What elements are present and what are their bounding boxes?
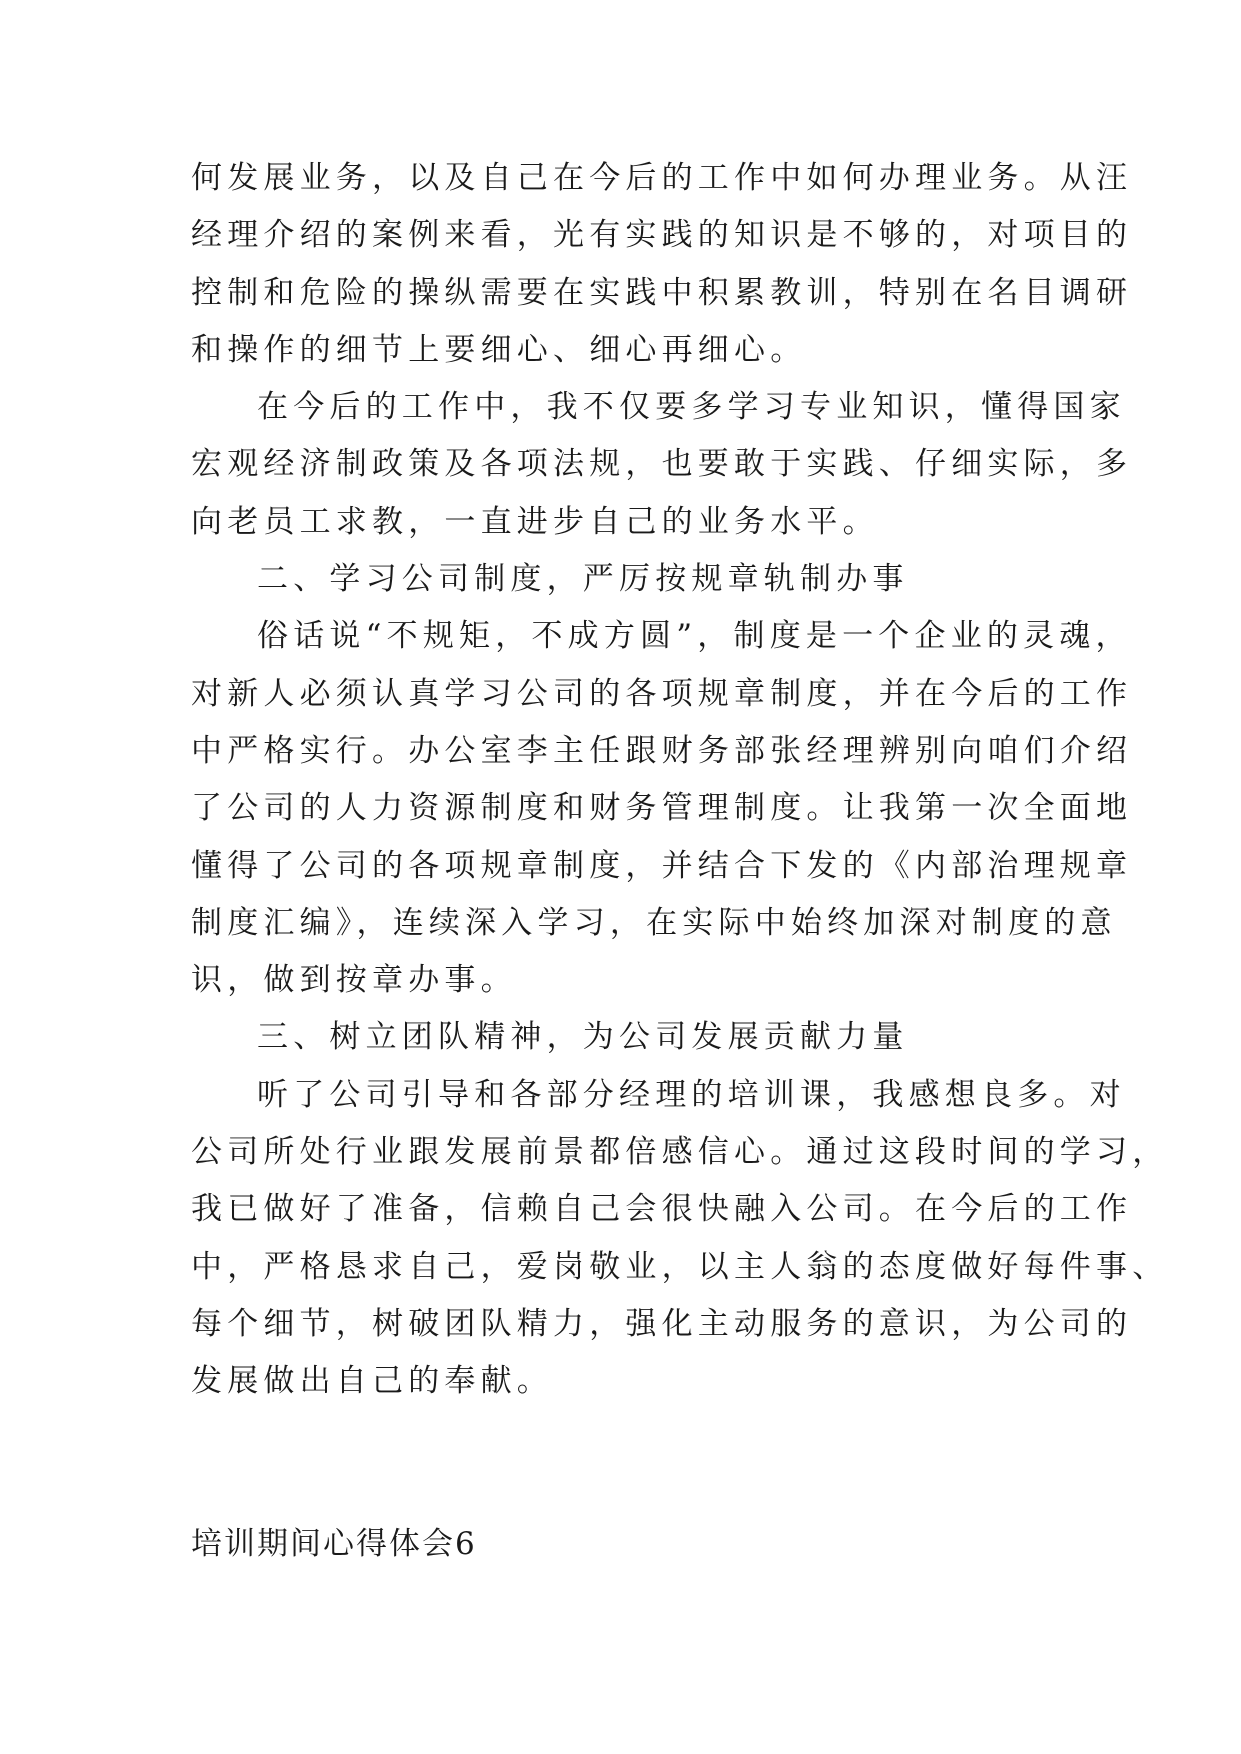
text-line: 何发展业务，以及自己在今后的工作中如何办理业务。从汪 <box>191 160 1133 196</box>
text-line: 我已做好了准备，信赖自己会很快融入公司。在今后的工作 <box>191 1191 1133 1228</box>
text-line: 公司所处行业跟发展前景都倍感信心。通过这段时间的学习， <box>191 1134 1169 1171</box>
text-line: 制度汇编》，连续深入学习，在实际中始终加深对制度的意 <box>191 904 1117 941</box>
text-line: 懂得了公司的各项规章制度，并结合下发的《内部治理规章 <box>191 847 1133 884</box>
paragraph <box>191 150 1133 379</box>
document-body <box>191 150 1169 1574</box>
text-line: 宏观经济制政策及各项法规，也要敢于实践、仔细实际，多 <box>191 446 1133 483</box>
text-line: 每个细节，树破团队精力，强化主动服务的意识，为公司的 <box>191 1305 1133 1342</box>
paragraph <box>191 1067 1169 1411</box>
section-heading <box>191 551 1051 608</box>
text-line: 控制和危险的操纵需要在实践中积累教训，特别在名目调研 <box>191 274 1133 311</box>
heading-text: 三、树立团队精神，为公司发展贡献力量 <box>257 1019 909 1056</box>
section-heading <box>191 1009 1051 1066</box>
text-line: 中严格实行。办公室李主任跟财务部张经理辨别向咱们介绍 <box>191 732 1133 769</box>
next-section-title: 培训期间心得体会6 <box>191 1525 477 1562</box>
text-line: 和操作的细节上要细心、细心再细心。 <box>191 331 807 368</box>
text-line: 向老员工求教，一直进步自己的业务水平。 <box>191 503 879 540</box>
text-line: 在今后的工作中，我不仅要多学习专业知识，懂得国家 <box>257 389 1126 426</box>
spacer <box>191 1411 1051 1514</box>
text-line: 发展做出自己的奉献。 <box>191 1363 553 1400</box>
text-line: 听了公司引导和各部分经理的培训课，我感想良多。对 <box>257 1076 1126 1113</box>
text-line: 经理介绍的案例来看，光有实践的知识是不够的，对项目的 <box>191 217 1133 254</box>
paragraph <box>191 608 1133 1009</box>
text-line: 对新人必须认真学习公司的各项规章制度，并在今后的工作 <box>191 675 1133 712</box>
text-line: 俗话说“不规矩，不成方圆”，制度是一个企业的灵魂， <box>257 618 1132 655</box>
heading-text: 二、学习公司制度，严厉按规章轨制办事 <box>257 561 909 598</box>
text-line: 了公司的人力资源制度和财务管理制度。让我第一次全面地 <box>191 790 1133 827</box>
paragraph <box>191 379 1133 551</box>
text-line: 中，严格恳求自己，爱岗敬业，以主人翁的态度做好每件事、 <box>191 1248 1169 1285</box>
text-line: 识，做到按章办事。 <box>191 962 517 999</box>
